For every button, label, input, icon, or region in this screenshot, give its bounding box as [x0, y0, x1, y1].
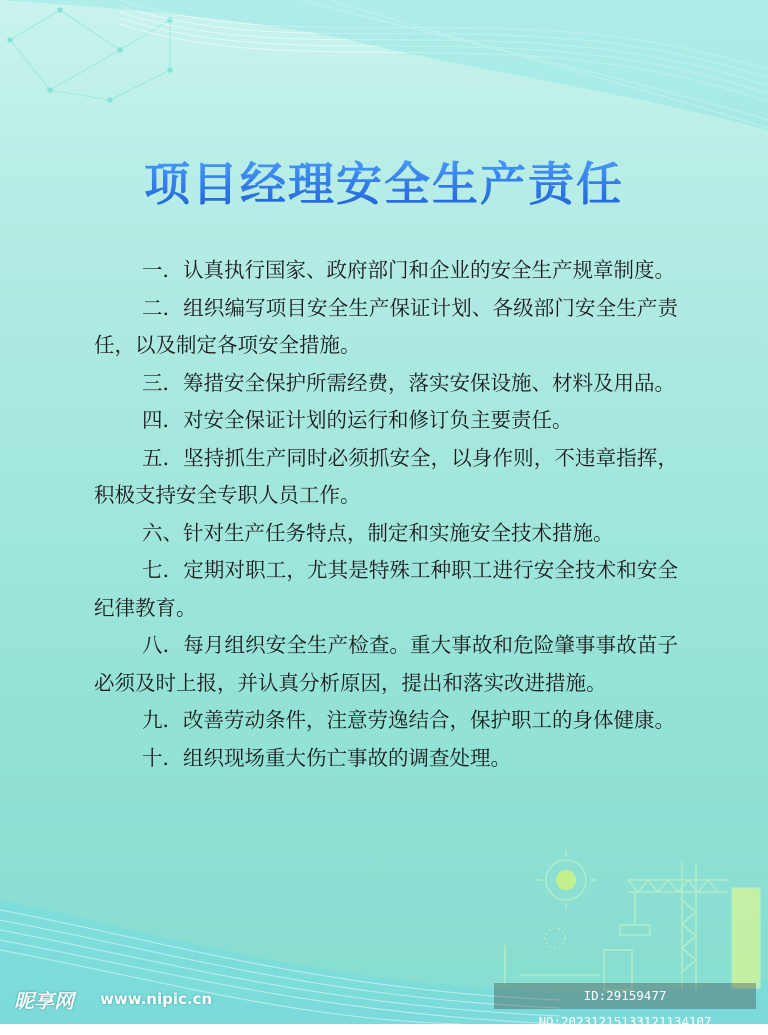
list-item: 四．对安全保证计划的运行和修订负主要责任。: [142, 408, 573, 432]
list-item: 一．认真执行国家、政府部门和企业的安全生产规章制度。: [142, 258, 675, 282]
network-graphic: [8, 8, 173, 103]
list-item: 五．坚持抓生产同时必须抓安全，以身作则，不违章指挥，积极支持安全专职人员工作。: [94, 445, 678, 507]
list-item: 六、针对生产任务特点，制定和实施安全技术措施。: [142, 520, 614, 545]
watermark-url: www.nipic.cn: [100, 990, 213, 1008]
list-item: 九．改善劳动条件，注意劳逸结合，保护职工的身体健康。: [142, 708, 675, 732]
list-item: 二．组织编写项目安全生产保证计划、各级部门安全生产责任，以及制定各项安全措施。: [94, 295, 678, 357]
construction-illustration: [505, 850, 760, 990]
list-item: 十．组织现场重大伤亡事故的调查处理。: [142, 745, 511, 770]
list-item: 三．筹措安全保护所需经费，落实安保设施、材料及用品。: [142, 370, 675, 395]
list-item: 八．每月组织安全生产检查。重大事故和危险肇事事故苗子必须及时上报，并认真分析原因，提出和落实改进措施。: [94, 633, 678, 695]
top-wave-fill: [0, 0, 768, 130]
watermark-logo: 昵享网: [14, 989, 74, 1013]
watermark-id: ID:29159477 NO:20231215133121134107: [494, 983, 756, 1009]
list-item: 七．定期对职工，尤其是特殊工种职工进行安全技术和安全纪律教育。: [94, 558, 678, 620]
responsibility-list: [94, 252, 678, 777]
page-title: 项目经理安全生产责任: [0, 148, 768, 214]
